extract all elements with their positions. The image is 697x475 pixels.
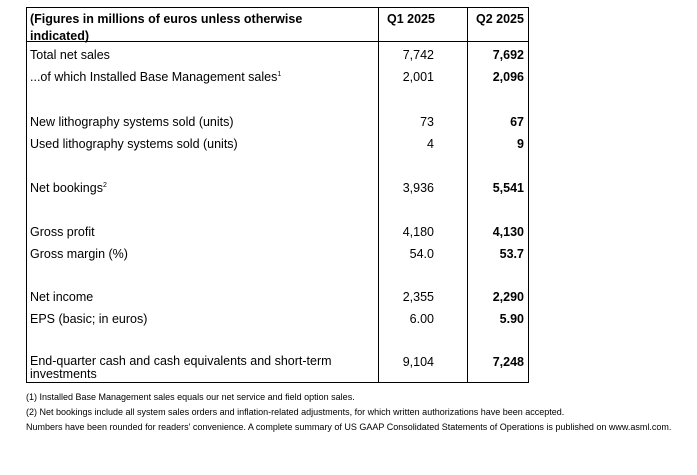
row-label-new-systems [30,115,234,130]
row-label-text: Gross profit [30,225,95,239]
row-q2-cash: 7,248 [492,355,524,369]
header-q2: Q2 2025 [476,12,524,26]
row-q1-gross-margin: 54.0 [409,247,434,261]
row-q2-eps: 5.90 [499,312,524,326]
footnote-1: (1) Installed Base Management sales equals our net service and field option sales. [26,392,355,402]
row-q2-ibm-sales: 2,096 [492,70,524,84]
row-q2-net-income: 2,290 [492,290,524,304]
row-label-text: ...of which Installed Base Management sales [30,70,278,84]
row-q1-gross-profit: 4,180 [402,225,434,239]
row-q1-eps: 6.00 [409,312,434,326]
column-divider-q2 [467,8,468,382]
row-label-net-income [30,290,93,305]
header-label: (Figures in millions of euros unless otherwise indicated) [30,12,303,43]
row-q2-gross-profit: 4,130 [492,225,524,239]
footnote-ref-1: 1 [277,70,282,78]
row-q2-net-bookings: 5,541 [492,181,524,195]
row-label-gross-margin [30,247,128,262]
row-label-text: EPS (basic; in euros) [30,312,148,326]
row-q1-used-systems: 4 [427,137,434,151]
row-label-cash [30,355,360,381]
row-q2-used-systems: 9 [517,137,524,151]
row-q1-net-income: 2,355 [402,290,434,304]
row-label-text: Gross margin (%) [30,247,128,261]
row-label-gross-profit [30,225,95,240]
row-q1-net-bookings: 3,936 [402,181,434,195]
row-q2-gross-margin: 53.7 [499,247,524,261]
row-q1-cash: 9,104 [402,355,434,369]
financial-summary-table [26,7,529,383]
row-label-ibm-sales [30,70,281,85]
row-label-text: New lithography systems sold (units) [30,115,234,129]
row-q2-new-systems: 67 [510,115,524,129]
footnote-2: (2) Net bookings include all system sales orders and inflation-related adjustments, for which written authorizations have been accepted. [26,407,565,417]
footnote-rounding: Numbers have been rounded for readers' convenience. A complete summary of US GAAP Consolidated Statements of Operations is published on www.asml.com. [26,422,672,432]
row-label-total-net-sales [30,48,110,63]
row-label-text: End-quarter cash and cash equivalents and short-term investments [30,354,332,381]
row-label-text: Used lithography systems sold (units) [30,137,238,151]
footnote-ref-2: 2 [102,181,107,189]
row-label-eps [30,312,147,327]
row-label-text: Net bookings [30,181,103,195]
row-q1-ibm-sales: 2,001 [402,70,434,84]
row-q1-new-systems: 73 [420,115,434,129]
row-q2-total-net-sales: 7,692 [492,48,524,62]
row-label-net-bookings [30,181,107,196]
row-label-text: Net income [30,290,94,304]
row-label-text: Total net sales [30,48,110,62]
column-divider-q1 [378,8,379,382]
header-q1: Q1 2025 [387,12,435,26]
row-label-used-systems [30,137,238,152]
footnotes [26,390,691,435]
row-q1-total-net-sales: 7,742 [402,48,434,62]
